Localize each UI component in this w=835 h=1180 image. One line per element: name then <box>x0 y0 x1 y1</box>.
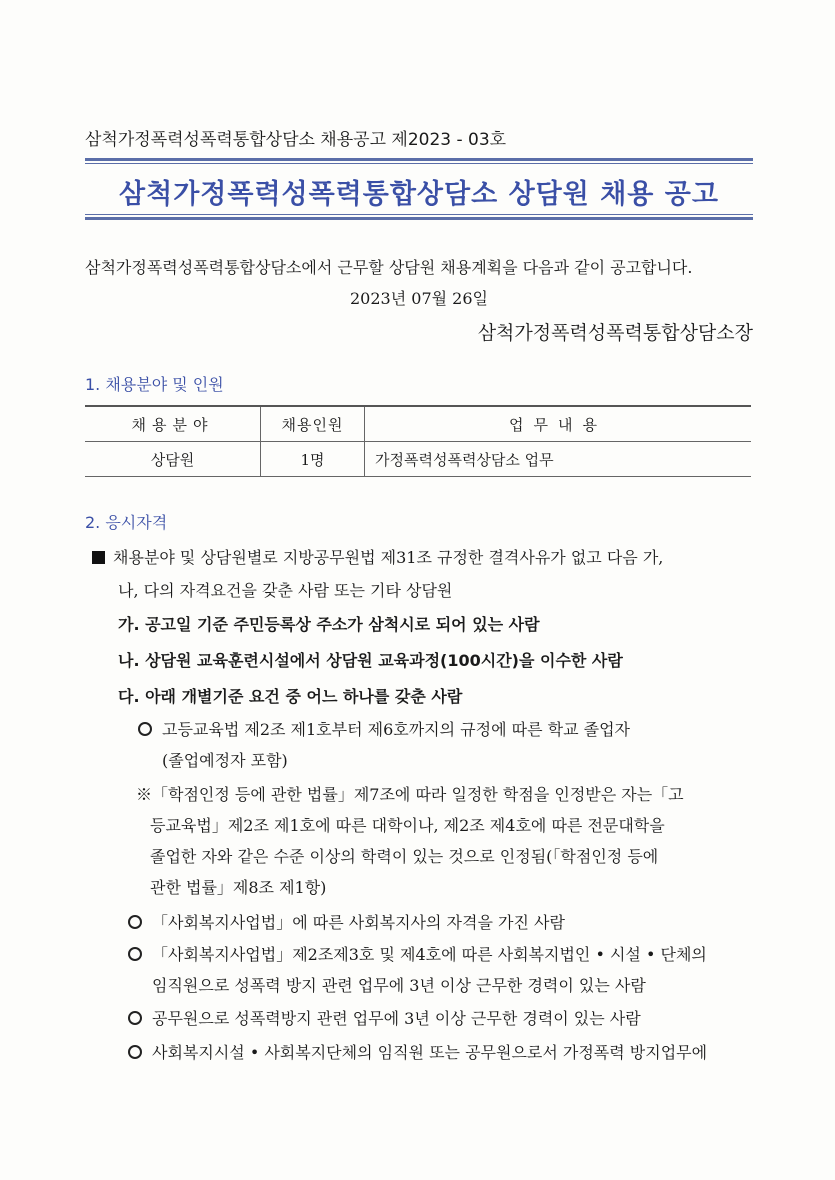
title-rule-bottom-thin <box>85 214 753 215</box>
note-line: ※「학점인정 등에 관한 법률」제7조에 따라 일정한 학점을 인정받은 자는「고 <box>136 785 684 804</box>
criterion-item-cont: (졸업예정자 포함) <box>162 751 288 770</box>
notice-date: 2023년 07월 26일 <box>350 289 488 308</box>
circle-bullet-icon <box>128 947 142 961</box>
recruitment-table <box>85 405 751 477</box>
table-header: 채용인원 <box>261 406 365 442</box>
intro-text: 삼척가정폭력성폭력통합상담소에서 근무할 상담원 채용계획을 다음과 같이 공고합니다. <box>85 258 693 277</box>
title-rule-bottom <box>85 217 753 220</box>
requirement-ga: 가. 공고일 기준 주민등록상 주소가 삼척시로 되어 있는 사람 <box>118 615 540 634</box>
section-heading: 2. 응시자격 <box>85 513 168 532</box>
circle-bullet-icon <box>128 915 142 929</box>
criterion-item: 공무원으로 성폭력방지 관련 업무에 3년 이상 근무한 경력이 있는 사람 <box>128 1006 641 1029</box>
qualification-main-cont: 나, 다의 자격요건을 갖춘 사람 또는 기타 상담원 <box>118 581 453 600</box>
title-rule-top-thin <box>85 163 753 164</box>
requirement-da: 다. 아래 개별기준 요건 중 어느 하나를 갖춘 사람 <box>118 687 463 706</box>
square-bullet-icon <box>92 551 105 564</box>
table-cell: 1명 <box>261 442 365 477</box>
note-line: 등교육법」제2조 제1호에 따른 대학이나, 제2조 제4호에 따른 전문대학을 <box>150 816 665 835</box>
criterion-item: 「사회복지사업법」제2조제3호 및 제4호에 따른 사회복지법인 • 시설 • 단체의 <box>128 942 707 965</box>
circle-bullet-icon <box>128 1011 142 1025</box>
requirement-na: 나. 상담원 교육훈련시설에서 상담원 교육과정(100시간)을 이수한 사람 <box>118 651 623 670</box>
table-header: 업무내용 <box>365 406 752 442</box>
circle-bullet-icon <box>138 722 152 736</box>
qualification-main: 채용분야 및 상담원별로 지방공무원법 제31조 규정한 결격사유가 없고 다음 가, <box>92 545 663 568</box>
note-line: 관한 법률」제8조 제1항) <box>150 878 327 897</box>
criterion-item: 「사회복지사업법」에 따른 사회복지사의 자격을 가진 사람 <box>128 910 565 933</box>
issuer: 삼척가정폭력성폭력통합상담소장 <box>477 322 753 344</box>
criterion-item-cont: 임직원으로 성폭력 방지 관련 업무에 3년 이상 근무한 경력이 있는 사람 <box>152 976 646 995</box>
table-cell: 상담원 <box>85 442 261 477</box>
criterion-item: 사회복지시설 • 사회복지단체의 임직원 또는 공무원으로서 가정폭력 방지업무에 <box>128 1040 707 1063</box>
note-line: 졸업한 자와 같은 수준 이상의 학력이 있는 것으로 인정됨(「학점인정 등에 <box>150 847 659 866</box>
notice-number: 삼척가정폭력성폭력통합상담소 채용공고 제2023 - 03호 <box>85 130 507 150</box>
title-rule-top <box>85 158 753 161</box>
section-heading: 1. 채용분야 및 인원 <box>85 375 224 394</box>
criterion-item: 고등교육법 제2조 제1호부터 제6호까지의 규정에 따른 학교 졸업자 <box>138 717 630 740</box>
table-cell: 가정폭력성폭력상담소 업무 <box>365 442 752 477</box>
page-title: 삼척가정폭력성폭력통합상담소 상담원 채용 공고 <box>119 179 719 210</box>
table-header: 채용분야 <box>85 406 261 442</box>
circle-bullet-icon <box>128 1045 142 1059</box>
table-row <box>85 442 751 477</box>
